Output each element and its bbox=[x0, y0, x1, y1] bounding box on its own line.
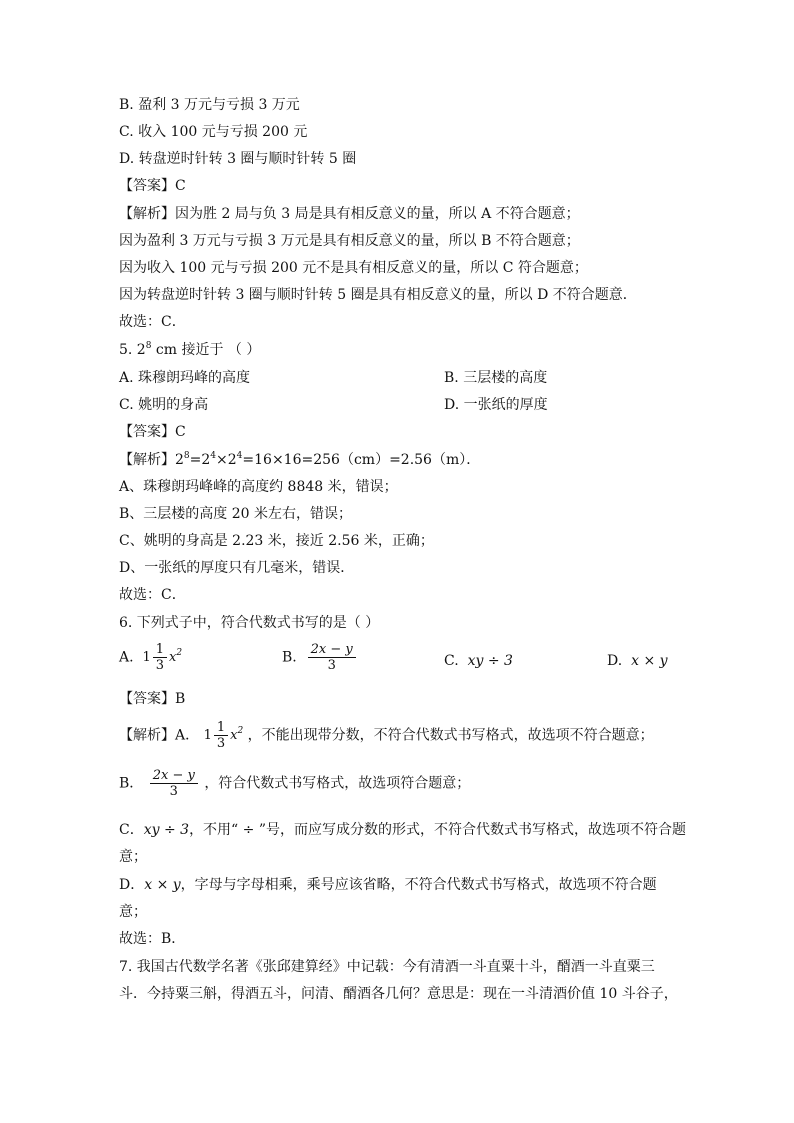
q6-analysis-c-cont: 意； bbox=[119, 849, 147, 865]
q6-option-a-expr bbox=[142, 642, 182, 673]
q5-option-b: B. 三层楼的高度 bbox=[444, 370, 548, 386]
q5-analysis-tail: =16×16=256（cm）=2.56（m）． bbox=[242, 452, 481, 468]
fraction bbox=[214, 720, 228, 751]
q6-option-b-label: B. bbox=[282, 649, 297, 666]
variable-x: x bbox=[230, 727, 238, 743]
q6-stem: 6. 下列式子中，符合代数式书写的是（ ） bbox=[119, 615, 380, 631]
fraction bbox=[150, 768, 198, 799]
q6-analysis-b-prefix: B． bbox=[119, 775, 144, 792]
q4-analysis-line-2: 因为盈利 3 万元与亏损 3 万元是具有相反意义的量，所以 B 不符合题意； bbox=[119, 233, 580, 249]
q6-analysis-d-text: ，字母与字母相乘，乘号应该省略，不符合代数式书写格式，故选项不符合题 bbox=[180, 877, 657, 893]
q6-analysis-c-expr: xy ÷ 3 bbox=[143, 822, 190, 838]
numerator: 2x − y bbox=[308, 642, 356, 658]
q6-analysis-b-text: ，符合代数式书写格式，故选项符合题意； bbox=[204, 775, 471, 792]
q6-analysis-a-expr bbox=[204, 720, 244, 751]
q6-analysis-a-text: ，不能出现带分数，不符合代数式书写格式，故选项不符合题意； bbox=[247, 727, 654, 744]
q6-analysis-d-cont: 意； bbox=[119, 904, 147, 920]
q4-option-d: D. 转盘逆时针转 3 圈与顺时针转 5 圈 bbox=[119, 151, 357, 167]
fraction bbox=[308, 642, 356, 673]
mixed-whole: 1 bbox=[142, 649, 151, 665]
q6-option-a-label: A. bbox=[119, 649, 134, 666]
q6-answer: 【答案】B bbox=[119, 691, 186, 707]
q6-analysis-b bbox=[119, 768, 470, 799]
q5-analysis-mid-2: ×2 bbox=[216, 452, 237, 468]
denominator: 3 bbox=[216, 736, 226, 751]
q6-option-b bbox=[282, 642, 358, 673]
q6-option-d-label: D. bbox=[607, 653, 623, 669]
fraction bbox=[153, 642, 167, 673]
q7-line-2: 斗．今持粟三斛，得酒五斗，问清、醑酒各几何？意思是：现在一斗清酒价值 10 斗谷子， bbox=[119, 986, 678, 1002]
q6-option-d bbox=[607, 652, 668, 670]
q6-option-a bbox=[119, 642, 182, 673]
q4-analysis-line-4: 因为转盘逆时针转 3 圈与顺时针转 5 圈是具有相反意义的量，所以 D 不符合题意． bbox=[119, 287, 637, 303]
q6-analysis-c-text: ，不用“ ÷ ”号，而应写成分数的形式，不符合代数式书写格式，故选项不符合题 bbox=[189, 822, 687, 838]
q5-line-d: D、一张纸的厚度只有几毫米，错误． bbox=[119, 560, 355, 576]
q5-analysis-mid-1: =2 bbox=[189, 452, 211, 468]
q6-option-c-expr: xy ÷ 3 bbox=[467, 653, 513, 669]
q6-analysis-c-prefix: C． bbox=[119, 822, 144, 838]
q6-analysis-d-prefix: D． bbox=[119, 877, 145, 893]
q7-line-1: 7. 我国古代数学名著《张邱建算经》中记载：今有清酒一斗直粟十斗，醑酒一斗直粟三 bbox=[119, 959, 655, 975]
exponent: 2 bbox=[176, 647, 183, 658]
q6-analysis-a bbox=[119, 720, 654, 751]
numerator: 1 bbox=[214, 720, 228, 736]
q5-answer: 【答案】C bbox=[119, 424, 186, 440]
q5-line-a: A、珠穆朗玛峰峰的高度约 8848 米，错误； bbox=[119, 479, 398, 495]
q5-analysis-label: 【解析】2 bbox=[119, 452, 184, 468]
q5-stem bbox=[119, 341, 260, 359]
exponent: 2 bbox=[237, 725, 244, 736]
denominator: 3 bbox=[327, 658, 336, 673]
q4-answer: 【答案】C bbox=[119, 178, 186, 194]
q5-stem-text: cm 接近于 （ ） bbox=[151, 342, 261, 358]
q6-analysis-a-prefix: 【解析】A． bbox=[119, 727, 200, 744]
q5-option-a: A. 珠穆朗玛峰的高度 bbox=[119, 370, 251, 386]
q5-exponent: 8 bbox=[145, 341, 152, 351]
q4-analysis-line-3: 因为收入 100 元与亏损 200 元不是具有相反意义的量，所以 C 符合题意； bbox=[119, 260, 588, 276]
q5-option-c: C. 姚明的身高 bbox=[119, 397, 209, 413]
q5-exp-2: 4 bbox=[210, 451, 217, 461]
q5-choose: 故选：C． bbox=[119, 587, 186, 603]
q5-option-d: D. 一张纸的厚度 bbox=[444, 397, 548, 413]
variable-x: x bbox=[169, 649, 177, 665]
q4-option-c: C. 收入 100 元与亏损 200 元 bbox=[119, 124, 308, 140]
q6-analysis-c bbox=[119, 821, 686, 839]
q5-analysis-head bbox=[119, 451, 480, 469]
q4-choose: 故选：C． bbox=[119, 314, 186, 330]
q5-exp-3: 4 bbox=[236, 451, 243, 461]
q6-analysis-d-expr: x × y bbox=[144, 877, 181, 893]
denominator: 3 bbox=[169, 784, 178, 799]
q5-line-b: B、三层楼的高度 20 米左右，错误； bbox=[119, 506, 353, 522]
numerator: 2x − y bbox=[150, 768, 198, 784]
q5-line-c: C、姚明的身高是 2.23 米，接近 2.56 米，正确； bbox=[119, 533, 434, 549]
q4-analysis-line-1: 【解析】因为胜 2 局与负 3 局是具有相反意义的量，所以 A 不符合题意； bbox=[119, 206, 580, 222]
variable bbox=[169, 649, 182, 667]
denominator: 3 bbox=[155, 658, 165, 673]
q5-number: 5. 2 bbox=[119, 342, 146, 358]
q6-option-c-label: C. bbox=[444, 653, 459, 669]
numerator: 1 bbox=[153, 642, 167, 658]
q4-option-b: B. 盈利 3 万元与亏损 3 万元 bbox=[119, 97, 300, 113]
q6-option-d-expr: x × y bbox=[631, 653, 668, 669]
q6-choose: 故选：B． bbox=[119, 931, 186, 947]
mixed-whole: 1 bbox=[203, 727, 212, 743]
variable bbox=[230, 727, 243, 745]
q6-analysis-d bbox=[119, 876, 657, 894]
q6-option-c bbox=[444, 652, 513, 670]
q5-exp-1: 8 bbox=[183, 451, 190, 461]
